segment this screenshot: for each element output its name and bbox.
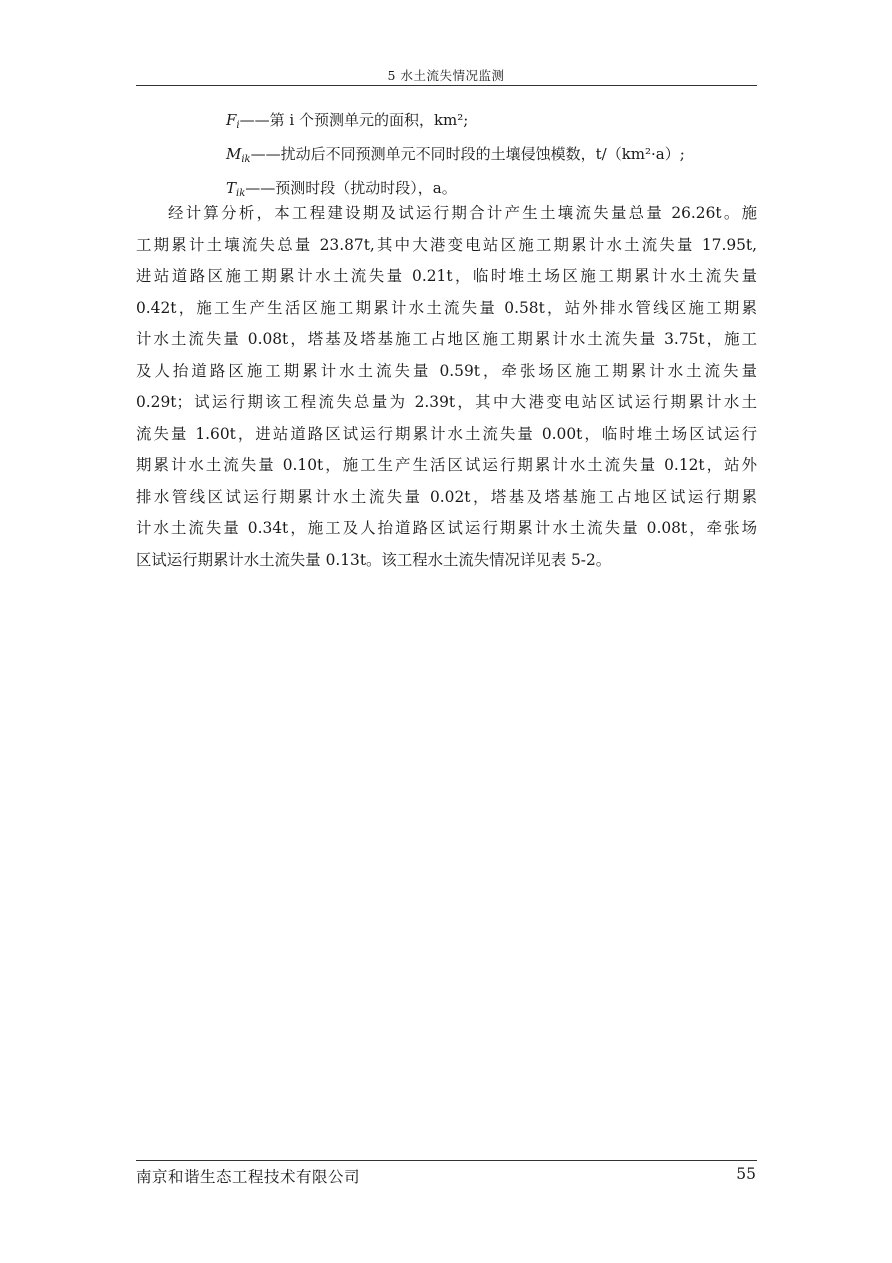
definition-text: ——预测时段（扰动时段），a。: [245, 179, 457, 197]
paragraph-line: 计水土流失量 0.34t，施工及人抬道路区试运行期累计水土流失量 0.08t，牵张场: [136, 519, 757, 537]
running-header: 5 水土流失情况监测: [387, 68, 505, 83]
paragraph-line: 0.42t，施工生产生活区施工期累计水土流失量 0.58t，站外排水管线区施工期累: [136, 298, 757, 317]
paragraph-line: 期累计水土流失量 0.10t，施工生产生活区试运行期累计水土流失量 0.12t，站外: [136, 456, 757, 474]
definition-text: ——第 i 个预测单元的面积，km²;: [239, 111, 469, 129]
definition-symbol: T: [226, 179, 237, 197]
paragraph-line: 排水管线区试运行期累计水土流失量 0.02t，塔基及塔基施工占地区试运行期累: [136, 487, 757, 506]
definition-text: ——扰动后不同预测单元不同时段的土壤侵蚀模数，t/（km²·a）;: [250, 145, 685, 163]
paragraph-line: 进站道路区施工期累计水土流失量 0.21t，临时堆土场区施工期累计水土流失量: [136, 267, 757, 285]
paragraph-line: 计水土流失量 0.08t，塔基及塔基施工占地区施工期累计水土流失量 3.75t，施工: [136, 330, 757, 348]
header-rule: [136, 85, 757, 86]
paragraph-line: 区试运行期累计水土流失量 0.13t。该工程水土流失情况详见表 5-2。: [136, 550, 612, 569]
paragraph-line: 0.29t；试运行期该工程流失总量为 2.39t，其中大港变电站区试运行期累计水土: [136, 393, 757, 411]
footer-company-name: 南京和谐生态工程技术有限公司: [136, 1168, 361, 1186]
definition-subscript: ik: [236, 188, 246, 199]
body-paragraph: [136, 198, 757, 576]
definition-item: [226, 140, 766, 174]
footer-rule: [136, 1160, 757, 1161]
definition-subscript: ik: [241, 154, 251, 165]
definition-symbol: M: [226, 145, 242, 163]
paragraph-line: 及人抬道路区施工期累计水土流失量 0.59t，牵张场区施工期累计水土流失量: [136, 361, 757, 380]
page-number: 55: [736, 1165, 756, 1183]
paragraph-line: 流失量 1.60t，进站道路区试运行期累计水土流失量 0.00t，临时堆土场区试运行: [136, 424, 757, 443]
paragraph-line: 工期累计土壤流失总量 23.87t,其中大港变电站区施工期累计水土流失量 17.95t,: [136, 235, 757, 254]
paragraph-line: 经计算分析，本工程建设期及试运行期合计产生土壤流失量总量 26.26t。施: [168, 204, 757, 222]
definition-subscript: i: [236, 120, 240, 131]
definition-symbol: F: [226, 111, 237, 129]
variable-definitions: [226, 106, 766, 208]
definition-item: [226, 106, 766, 140]
